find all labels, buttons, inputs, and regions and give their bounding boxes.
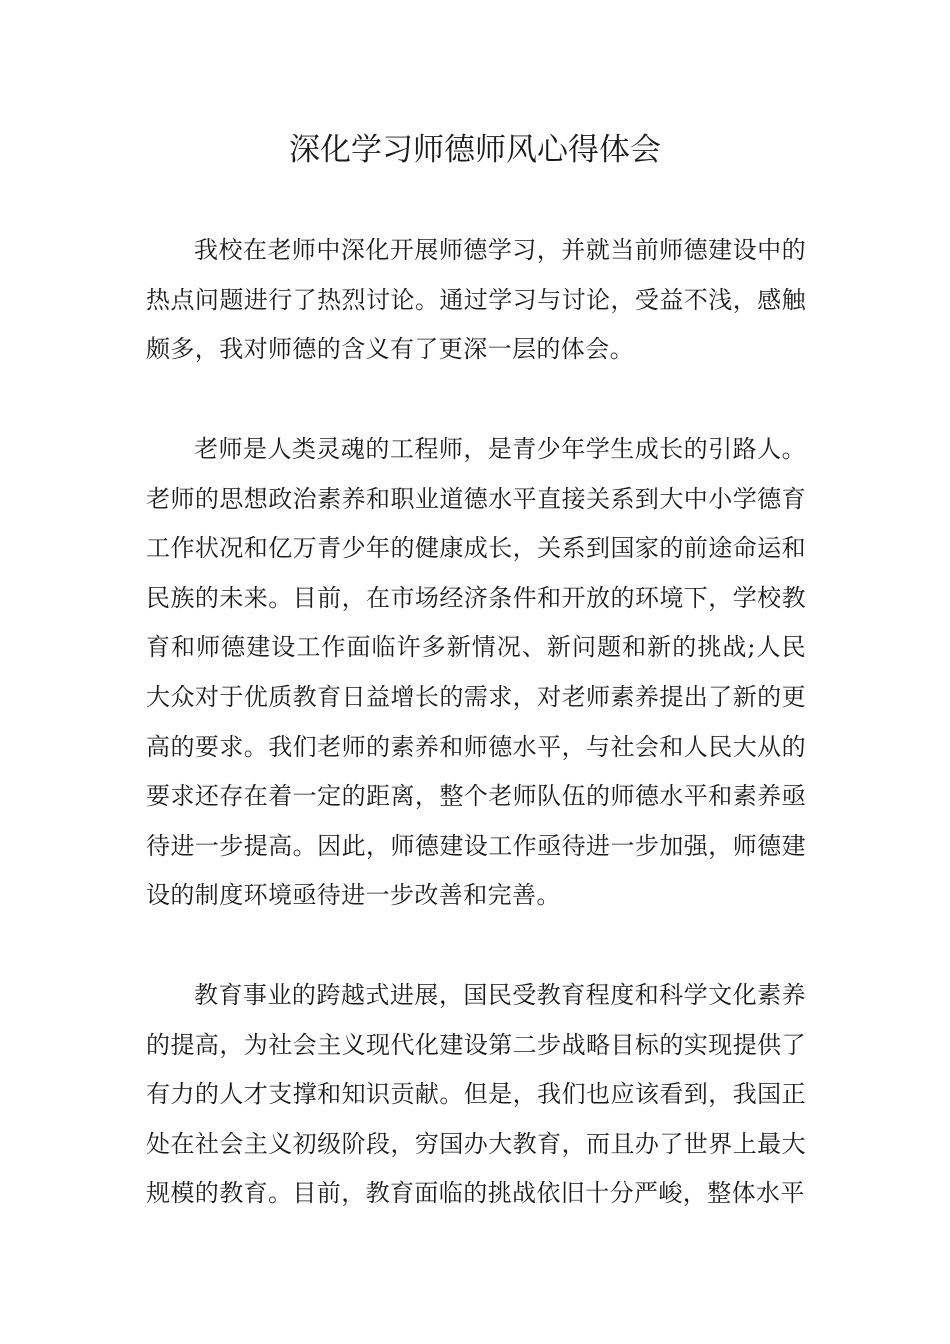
paragraph-2: 老师是人类灵魂的工程师，是青少年学生成长的引路人。老师的思想政治素养和职业道德水平直接关系到大中小学德育工作状况和亿万青少年的健康成长，关系到国家的前途命运和民族的未来。目前，在市场经济条件和开放的环境下，学校教育和师德建设工作面临许多新情况、新问题和新的挑战;人民大众对于优质教育日益增长的需求，对老师素养提出了新的更高的要求。我们老师的素养和师德水平，与社会和人民大从的要求还存在着一定的距离，整个老师队伍的师德水平和素养亟待进一步提高。因此，师德建设工作亟待进一步加强，师德建设的制度环境亟待进一步改善和完善。: [146, 435, 806, 910]
paragraph-1: 我校在老师中深化开展师德学习，并就当前师德建设中的热点问题进行了热烈讨论。通过学习与讨论，受益不浅，感触颇多，我对师德的含义有了更深一层的体会。: [146, 236, 806, 364]
paragraph-3: 教育事业的跨越式进展，国民受教育程度和科学文化素养的提高，为社会主义现代化建设第二步战略目标的实现提供了有力的人才支撑和知识贡献。但是，我们也应该看到，我国正处在社会主义初级阶段，穷国办大教育，而且办了世界上最大规模的教育。目前，教育面临的挑战依旧十分严峻，整体水平: [146, 981, 806, 1208]
document-title: 深化学习师德师风心得体会: [289, 132, 661, 168]
